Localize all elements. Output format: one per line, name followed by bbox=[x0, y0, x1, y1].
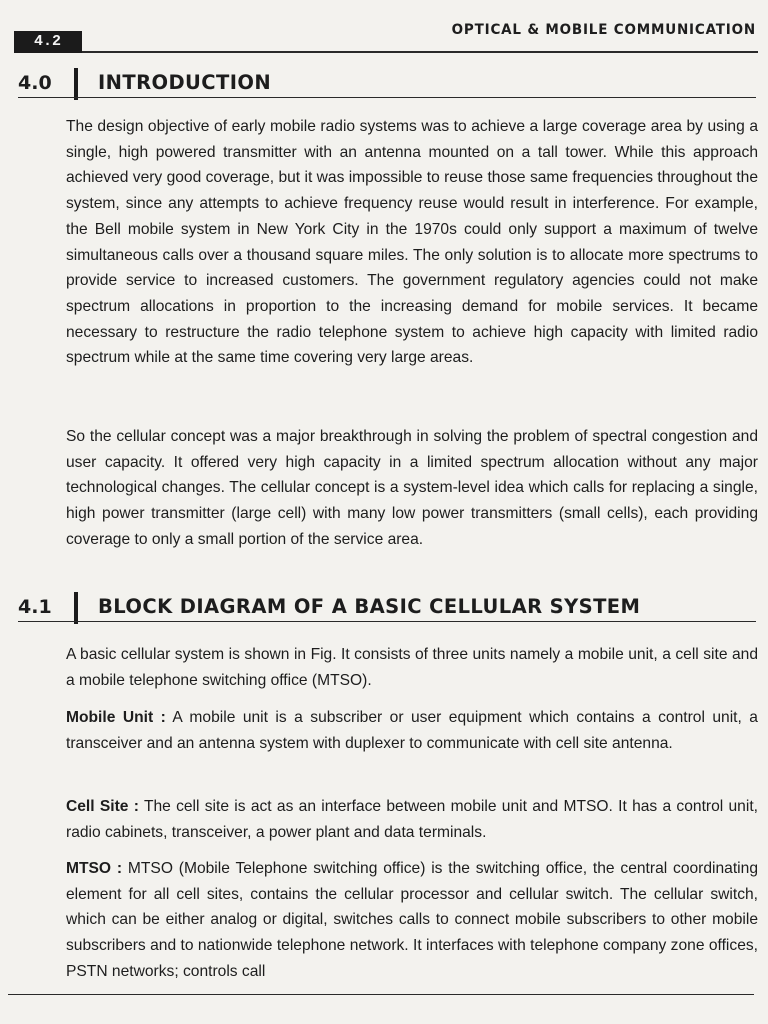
paragraph: A basic cellular system is shown in Fig. It consists of three units namely a mobile unit, a cell site and a mobile telephone switching office (MTSO). bbox=[66, 646, 758, 689]
section-heading-block-diagram bbox=[18, 592, 756, 624]
definition-text: The cell site is act as an interface between mobile unit and MTSO. It has a control unit, radio cabinets, transceiver, a power plant and data terminals. bbox=[66, 798, 758, 841]
section-title: INTRODUCTION bbox=[98, 71, 272, 94]
paragraph: The design objective of early mobile radio systems was to achieve a large coverage area by using a single, high powered transmitter with an antenna mounted on a tall tower. While this approach achieved very good coverage, but it was impossible to reuse those same frequencies throughout the system, since any attempts to achieve frequency reuse would result in interference. For example, the Bell mobile system in New York City in the 1970s could only support a maximum of twelve simultaneous calls over a thousand square miles. The only solution is to allocate more spectrums to provide service to increased customers. The government regulatory agencies could not make spectrum allocations in proportion to the increasing demand for mobile services. It became necessary to restructure the radio telephone system to achieve high capacity with limited radio spectrum while at the same time covering very large areas. bbox=[66, 118, 758, 367]
running-head: OPTICAL & MOBILE COMMUNICATION bbox=[451, 21, 756, 39]
definition-cell-site bbox=[66, 794, 758, 845]
section-number: 4.0 bbox=[18, 72, 52, 94]
definition-term: Mobile Unit : bbox=[66, 709, 166, 726]
definition-term: MTSO : bbox=[66, 860, 123, 877]
definition-mobile-unit bbox=[66, 705, 758, 756]
page-number: 4.2 bbox=[14, 31, 82, 53]
definition-term: Cell Site : bbox=[66, 798, 139, 815]
definition-mtso bbox=[66, 856, 758, 985]
paragraph: So the cellular concept was a major breakthrough in solving the problem of spectral congestion and user capacity. It offered very high capacity in a limited spectrum allocation without any major technological changes. The cellular concept is a system-level idea which calls for replacing a single, high power transmitter (large cell) with many low power transmitters (small cells), each providing coverage to only a small portion of the service area. bbox=[66, 428, 758, 548]
section-rule bbox=[18, 621, 756, 622]
definition-text: A mobile unit is a subscriber or user equipment which contains a control unit, a transceiver and an antenna system with duplexer to communicate with cell site antenna. bbox=[66, 709, 758, 752]
section-bar bbox=[74, 592, 78, 624]
section-title: BLOCK DIAGRAM OF A BASIC CELLULAR SYSTEM bbox=[98, 595, 641, 618]
definition-text: MTSO (Mobile Telephone switching office) is the switching office, the central coordinating element for all cell sites, contains the cellular processor and cellular switch. The cellular switch, which can be either analog or digital, switches calls to connect mobile subscribers to other mobile subscribers and to nationwide telephone network. It interfaces with telephone company zone offices, PSTN networks; controls call bbox=[66, 860, 758, 980]
header-rule bbox=[82, 51, 758, 53]
section-bar bbox=[74, 68, 78, 100]
footer-rule bbox=[8, 994, 754, 995]
section-number: 4.1 bbox=[18, 596, 52, 618]
section-rule bbox=[18, 97, 756, 98]
section-heading-introduction bbox=[18, 68, 756, 100]
